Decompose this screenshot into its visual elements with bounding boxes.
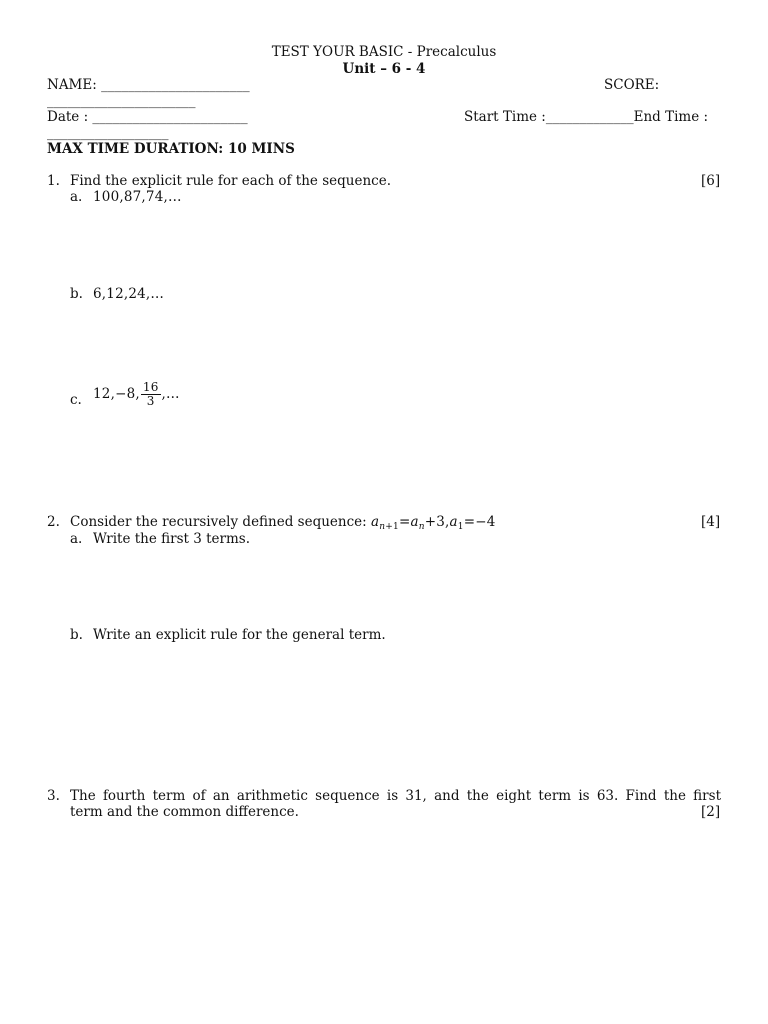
question-1-marks: [6] <box>701 173 721 189</box>
question-1b-label: b. <box>70 286 83 302</box>
question-1a-sequence: 100,87,74,… <box>93 189 182 205</box>
score-line: ______________________ <box>47 93 196 109</box>
question-2a-text: Write the first 3 terms. <box>93 531 251 547</box>
question-2b-text: Write an explicit rule for the general term. <box>93 627 386 643</box>
question-2-number: 2. <box>47 514 60 530</box>
question-2a-label: a. <box>70 531 83 547</box>
question-1c-fraction <box>141 381 161 408</box>
question-2-text-intro: Consider the recursively defined sequence: <box>70 514 367 530</box>
fraction-denominator: 3 <box>146 394 155 408</box>
question-1c-sequence <box>93 380 180 408</box>
question-3-text-line-2: term and the common difference. <box>70 804 299 820</box>
question-1c-label: c. <box>70 392 82 408</box>
fraction-numerator: 16 <box>142 380 159 394</box>
question-3-text-line-1: The fourth term of an arithmetic sequence is 31, and the eight term is 63. Find the first <box>70 788 721 804</box>
time-line: __________________ <box>47 125 169 141</box>
time-field: Start Time :_____________End Time : <box>464 109 709 125</box>
question-2-marks: [4] <box>701 514 721 530</box>
question-1a-label: a. <box>70 189 83 205</box>
date-field: Date : _______________________ <box>47 109 248 125</box>
score-label: SCORE: <box>604 77 660 93</box>
question-1-number: 1. <box>47 173 60 189</box>
page-title: TEST YOUR BASIC - Precalculus <box>271 44 497 60</box>
unit-subtitle: Unit – 6 - 4 <box>342 61 426 77</box>
name-field: NAME: ______________________ <box>47 77 250 93</box>
question-1c-text-after: ,… <box>161 386 180 402</box>
recursive-formula: $a_{n+1}=a_n+3,a_1=-4$ <box>371 514 496 532</box>
question-1c-text-before: 12,−8, <box>93 386 140 402</box>
question-2-text <box>70 514 496 530</box>
question-3-marks: [2] <box>701 804 721 820</box>
question-2b-label: b. <box>70 627 83 643</box>
question-1-text: Find the explicit rule for each of the sequence. <box>70 173 391 189</box>
question-1b-sequence: 6,12,24,… <box>93 286 165 302</box>
max-time-duration: MAX TIME DURATION: 10 MINS <box>47 141 295 157</box>
question-3-number: 3. <box>47 788 60 804</box>
